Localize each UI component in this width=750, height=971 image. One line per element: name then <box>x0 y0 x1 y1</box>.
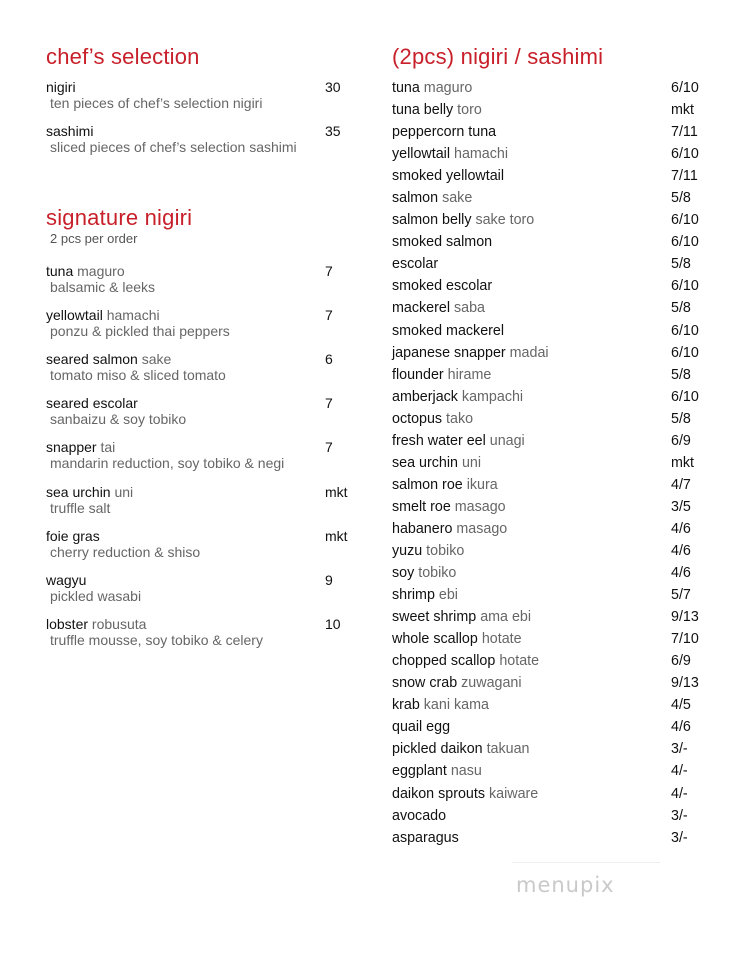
menu-item <box>46 528 356 560</box>
list-item <box>392 584 712 606</box>
item-price: 6/10 <box>671 344 699 361</box>
item-name-text: smoked yellowtail <box>392 168 505 185</box>
chefs-selection-title: chef’s selection <box>46 44 200 69</box>
item-price: 7 <box>325 263 333 279</box>
item-price: 5/8 <box>671 410 691 427</box>
item-japanese-name: uni <box>110 483 134 500</box>
nigiri-sashimi-list <box>392 77 712 849</box>
item-price: 4/6 <box>671 542 691 559</box>
item-name-text: sea urchin <box>46 483 111 500</box>
item-price: 7/11 <box>671 168 698 185</box>
list-item <box>392 783 712 805</box>
list-item <box>392 518 712 540</box>
item-price: 5/7 <box>671 587 691 604</box>
item-price: 4/6 <box>671 565 691 582</box>
item-name-text: sea urchin <box>392 454 458 471</box>
list-item <box>392 452 712 474</box>
item-price: 10 <box>325 615 341 632</box>
item-name-text: habanero <box>392 520 453 537</box>
item-name-text: whole scallop <box>392 631 478 648</box>
item-name-text: pickled daikon <box>392 741 483 758</box>
item-price: mkt <box>325 483 348 500</box>
item-price: 30 <box>325 79 341 95</box>
list-item <box>392 121 712 143</box>
item-japanese-name: ikura <box>462 476 498 493</box>
item-description: truffle mousse, soy tobiko & celery <box>50 631 263 648</box>
list-item <box>392 408 712 430</box>
item-japanese-name: tai <box>96 439 116 456</box>
item-name-text: smelt roe <box>392 498 451 515</box>
list-item <box>392 805 712 827</box>
list-item <box>392 650 712 672</box>
watermark-logo: menupix <box>516 873 615 897</box>
item-name-text: yuzu <box>392 542 423 559</box>
list-item <box>392 165 712 187</box>
item-price: 3/- <box>671 807 688 824</box>
item-name-text: chopped scallop <box>392 653 496 670</box>
item-japanese-name: kaiware <box>485 785 539 802</box>
item-price: 6/10 <box>671 278 699 295</box>
item-name <box>46 307 356 323</box>
list-item <box>392 496 712 518</box>
item-price: 6/10 <box>671 212 699 229</box>
item-japanese-name: ebi <box>434 587 458 604</box>
list-item <box>392 474 712 496</box>
item-name-text: tuna <box>46 263 74 279</box>
item-description: ten pieces of chef’s selection nigiri <box>50 95 263 111</box>
item-description: balsamic & leeks <box>50 279 156 295</box>
item-price: 6 <box>325 351 333 368</box>
item-description: ponzu & pickled thai peppers <box>50 323 230 340</box>
item-name <box>46 263 356 279</box>
item-price: 7/10 <box>671 631 699 648</box>
item-name-text: wagyu <box>46 571 87 588</box>
item-name-text: salmon belly <box>392 212 472 229</box>
item-name-text: seared salmon <box>46 351 138 368</box>
list-item <box>392 364 712 386</box>
item-name-text: smoked mackerel <box>392 322 505 339</box>
item-name <box>46 484 356 500</box>
item-description: truffle salt <box>50 499 111 516</box>
menu-item <box>46 572 356 604</box>
item-name-text: mackerel <box>392 300 450 317</box>
item-price: 6/9 <box>671 653 691 670</box>
item-price: 6/10 <box>671 234 699 251</box>
item-name <box>46 439 356 455</box>
item-japanese-name: masago <box>450 498 506 515</box>
item-japanese-name: hotate <box>495 653 540 670</box>
item-price: mkt <box>325 527 348 544</box>
item-name <box>46 79 356 95</box>
list-item <box>392 562 712 584</box>
item-name-text: snow crab <box>392 675 458 692</box>
list-item <box>392 628 712 650</box>
item-name-text: seared escolar <box>46 395 138 412</box>
item-japanese-name: hirame <box>443 366 492 383</box>
item-price: 5/8 <box>671 366 691 383</box>
list-item <box>392 694 712 716</box>
item-description: tomato miso & sliced tomato <box>50 367 226 384</box>
item-name-text: salmon roe <box>392 476 463 493</box>
item-japanese-name: sake <box>137 351 172 368</box>
item-price: 5/8 <box>671 256 691 273</box>
item-name-text: salmon <box>392 190 439 207</box>
item-name-text: smoked escolar <box>392 278 493 295</box>
item-name-text: tuna belly <box>392 102 454 119</box>
list-item <box>392 540 712 562</box>
item-price: 9/13 <box>671 675 699 692</box>
item-japanese-name: robusuta <box>88 615 147 632</box>
item-price: 6/10 <box>671 322 699 339</box>
list-item <box>392 297 712 319</box>
list-item <box>392 716 712 738</box>
item-price: 5/8 <box>671 300 691 317</box>
menu-item <box>46 395 356 427</box>
item-name-text: sashimi <box>46 123 94 139</box>
item-name <box>46 351 356 367</box>
item-name-text: foie gras <box>46 527 100 544</box>
item-name-text: soy <box>392 565 415 582</box>
item-price: 5/8 <box>671 190 691 207</box>
watermark-divider <box>512 862 660 863</box>
list-item <box>392 99 712 121</box>
list-item <box>392 187 712 209</box>
item-name-text: japanese snapper <box>392 344 506 361</box>
item-name-text: yellowtail <box>46 307 103 324</box>
item-price: 6/9 <box>671 432 691 449</box>
item-japanese-name: hamachi <box>450 146 509 163</box>
item-japanese-name: tobiko <box>422 542 465 559</box>
item-description: sliced pieces of chef’s selection sashimi <box>50 139 297 155</box>
menu-item <box>46 123 356 155</box>
item-price: 7/11 <box>671 124 698 141</box>
item-name-text: daikon sprouts <box>392 785 485 802</box>
item-price: 9 <box>325 571 333 588</box>
signature-nigiri-note: 2 pcs per order <box>50 231 138 246</box>
list-item <box>392 143 712 165</box>
item-japanese-name: kani kama <box>419 697 489 714</box>
item-description: sanbaizu & soy tobiko <box>50 411 187 428</box>
item-japanese-name: sake toro <box>471 212 535 229</box>
item-name <box>46 616 356 632</box>
item-name-text: tuna <box>392 80 420 96</box>
list-item <box>392 77 712 99</box>
item-name-text: octopus <box>392 410 443 427</box>
item-japanese-name: hamachi <box>102 307 160 324</box>
item-price: 3/5 <box>671 498 691 515</box>
item-name-text: lobster <box>46 615 89 632</box>
list-item <box>392 342 712 364</box>
list-item <box>392 386 712 408</box>
menu-item <box>46 439 356 471</box>
item-japanese-name: tobiko <box>414 565 457 582</box>
item-japanese-name: kampachi <box>457 388 524 405</box>
menu-item <box>46 351 356 383</box>
item-japanese-name: hotate <box>477 631 522 648</box>
item-price: 4/6 <box>671 719 691 736</box>
item-name-text: amberjack <box>392 388 458 405</box>
item-price: 4/5 <box>671 697 691 714</box>
item-price: 3/- <box>671 741 688 758</box>
list-item <box>392 760 712 782</box>
list-item <box>392 738 712 760</box>
item-japanese-name: maguro <box>419 80 473 96</box>
item-japanese-name: saba <box>450 300 485 317</box>
item-description: pickled wasabi <box>50 587 142 604</box>
item-price: 9/13 <box>671 609 699 626</box>
item-price: 4/- <box>671 763 688 780</box>
item-description: cherry reduction & shiso <box>50 543 201 560</box>
item-japanese-name: tako <box>442 410 474 427</box>
list-item <box>392 253 712 275</box>
item-name-text: asparagus <box>392 829 459 846</box>
item-name-text: escolar <box>392 256 439 273</box>
item-name-text: avocado <box>392 807 447 824</box>
item-name-text: smoked salmon <box>392 234 493 251</box>
item-name <box>46 528 356 544</box>
item-name-text: snapper <box>46 439 97 456</box>
item-price: mkt <box>671 454 695 471</box>
item-name-text: shrimp <box>392 587 435 604</box>
item-price: 4/- <box>671 785 688 802</box>
list-item <box>392 606 712 628</box>
list-item <box>392 430 712 452</box>
list-item <box>392 231 712 253</box>
item-name-text: krab <box>392 697 420 714</box>
menu-item <box>46 263 356 295</box>
list-item <box>392 209 712 231</box>
list-item <box>392 320 712 342</box>
list-item <box>392 672 712 694</box>
item-japanese-name: masago <box>452 520 508 537</box>
item-name-text: fresh water eel <box>392 432 486 449</box>
nigiri-sashimi-title: (2pcs) nigiri / sashimi <box>392 44 604 69</box>
item-japanese-name: uni <box>457 454 482 471</box>
item-japanese-name: zuwagani <box>457 675 522 692</box>
item-price: 7 <box>325 307 333 324</box>
item-price: 7 <box>325 395 333 412</box>
item-price: 6/10 <box>671 146 699 163</box>
item-price: 4/7 <box>671 476 691 493</box>
item-name-text: peppercorn tuna <box>392 124 497 141</box>
item-name-text: eggplant <box>392 763 447 780</box>
menu-item <box>46 79 356 111</box>
item-japanese-name: maguro <box>73 263 125 279</box>
item-japanese-name: nasu <box>446 763 482 780</box>
item-description: mandarin reduction, soy tobiko & negi <box>50 455 285 472</box>
menu-item <box>46 616 356 648</box>
item-price: 4/6 <box>671 520 691 537</box>
item-price: 35 <box>325 123 341 139</box>
item-name-text: yellowtail <box>392 146 451 163</box>
item-name-text: sweet shrimp <box>392 609 477 626</box>
item-name <box>46 123 356 139</box>
item-name-text: nigiri <box>46 79 76 95</box>
item-price: 3/- <box>671 829 688 846</box>
item-price: 7 <box>325 439 333 456</box>
item-name-text: flounder <box>392 366 444 383</box>
list-item <box>392 827 712 849</box>
item-price: mkt <box>671 102 695 119</box>
item-japanese-name: takuan <box>482 741 530 758</box>
item-japanese-name: unagi <box>485 432 525 449</box>
item-name-text: quail egg <box>392 719 451 736</box>
item-name <box>46 395 356 411</box>
signature-nigiri-title: signature nigiri <box>46 205 193 230</box>
item-price: 6/10 <box>671 80 699 96</box>
menu-item <box>46 307 356 339</box>
list-item <box>392 275 712 297</box>
item-japanese-name: sake <box>438 190 473 207</box>
item-japanese-name: toro <box>453 102 482 119</box>
item-japanese-name: madai <box>505 344 549 361</box>
item-price: 6/10 <box>671 388 699 405</box>
menu-item <box>46 484 356 516</box>
item-japanese-name: ama ebi <box>476 609 532 626</box>
item-name <box>46 572 356 588</box>
